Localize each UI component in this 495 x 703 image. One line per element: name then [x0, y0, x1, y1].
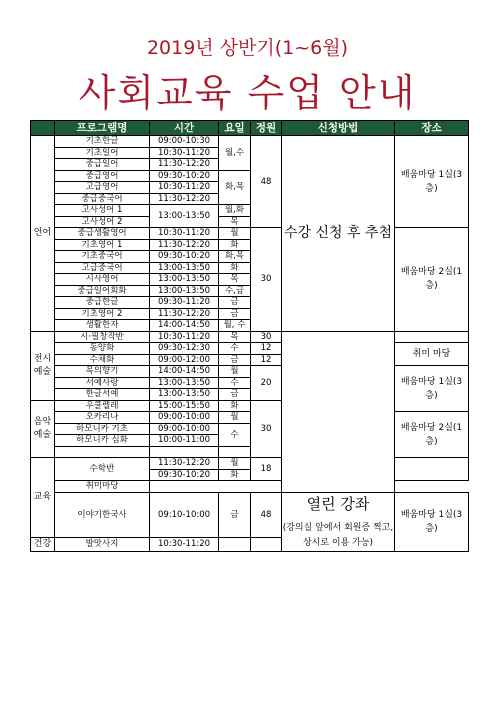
program-time: 11:30-12:20 — [150, 159, 219, 171]
program-day: 금 — [219, 297, 251, 309]
open-course — [282, 492, 395, 551]
table-row — [31, 458, 469, 470]
program-day: 월 — [219, 458, 251, 470]
program-day: 월 — [219, 366, 251, 378]
program-time: 10:00-11:00 — [150, 435, 219, 447]
program-name: 하모니카 심화 — [55, 435, 150, 447]
category-education: 교육 — [31, 458, 55, 538]
program-time: 09:00-10:00 — [150, 412, 219, 424]
program-name: 목의향기 — [55, 366, 150, 378]
program-name: 중급영어 — [55, 170, 150, 182]
header-location: 장소 — [395, 121, 469, 136]
header-time: 시간 — [150, 121, 219, 136]
location-blank — [395, 458, 469, 481]
program-name: 중급일어 — [55, 159, 150, 171]
program-time: 09:30-11:20 — [150, 297, 219, 309]
category-exhibition: 전시 예술 — [31, 331, 55, 400]
program-name: 중급중국어 — [55, 193, 150, 205]
program-name: 기초영어 1 — [55, 239, 150, 251]
program-capacity: 18 — [251, 458, 282, 481]
header-day: 요일 — [219, 121, 251, 136]
table-header-row — [31, 121, 469, 136]
category-health: 건강 — [31, 537, 55, 551]
program-time: 11:30-12:20 — [150, 308, 219, 320]
program-name: 고급중국어 — [55, 262, 150, 274]
program-name: 수학반 — [55, 458, 150, 481]
program-name: 발맛사지 — [55, 537, 150, 551]
program-time: 09:30-10:20 — [150, 251, 219, 263]
program-day: 화,목 — [219, 251, 251, 263]
program-day: 월,수 — [219, 136, 251, 171]
location-blank — [395, 331, 469, 343]
program-name: 하모니카 기초 — [55, 423, 150, 435]
location: 배움마당 2실(1층) — [395, 228, 469, 332]
program-time-blank — [150, 446, 219, 458]
program-time: 13:00-13:50 — [150, 262, 219, 274]
program-day: 금 — [219, 354, 251, 366]
program-name: 시·필창작반 — [55, 331, 150, 343]
program-time: 09:30-10:20 — [150, 170, 219, 182]
location: 취미마당 — [55, 481, 150, 493]
program-day: 수 — [219, 343, 251, 355]
program-name: 동양화 — [55, 343, 150, 355]
table-row — [31, 228, 469, 240]
category-language: 언어 — [31, 136, 55, 332]
program-name: 기초중국어 — [55, 251, 150, 263]
program-day: 금 — [219, 308, 251, 320]
table-row — [31, 136, 469, 148]
program-time: 13:00-13:50 — [150, 389, 219, 401]
apply-method: 수강 신청 후 추첨 — [282, 136, 395, 332]
program-day-blank — [219, 446, 251, 458]
program-name: 기초일어 — [55, 147, 150, 159]
program-time: 09:00-10:00 — [150, 423, 219, 435]
program-name: 중급일어회화 — [55, 285, 150, 297]
program-day: 수 — [219, 423, 251, 446]
program-day: 월,화 — [219, 205, 251, 217]
program-time: 15:00-15:50 — [150, 400, 219, 412]
location: 배움마당 1실(3층) — [395, 136, 469, 228]
program-day: 목 — [219, 331, 251, 343]
location: 배움마당 2실(1층) — [395, 412, 469, 458]
program-capacity: 48 — [251, 492, 282, 537]
header-capacity: 정원 — [251, 121, 282, 136]
program-name: 우쿨렐레 — [55, 400, 150, 412]
program-capacity: 30 — [251, 331, 282, 343]
program-name: 이야기한국사 — [55, 492, 150, 537]
subtitle: 2019년 상반기(1~6월) — [146, 37, 349, 59]
program-time: 14:00-14:50 — [150, 320, 219, 332]
location: 배움마당 1실(3층) — [395, 492, 469, 551]
program-name: 중급한글 — [55, 297, 150, 309]
table-row — [31, 366, 469, 378]
program-name: 수채화 — [55, 354, 150, 366]
program-day: 화,목 — [219, 170, 251, 205]
program-capacity-blank — [251, 537, 282, 551]
program-time: 10:30-11:20 — [150, 228, 219, 240]
program-capacity: 20 — [251, 366, 282, 401]
table-row — [31, 412, 469, 424]
program-name: 고사성어 1 — [55, 205, 150, 217]
program-time: 09:30-10:20 — [150, 469, 219, 481]
program-time: 09:00-12:00 — [150, 354, 219, 366]
program-day: 금 — [219, 492, 251, 537]
location: 배움마당 1실(3층) — [395, 366, 469, 412]
program-day: 월, 수 — [219, 320, 251, 332]
program-name: 고급영어 — [55, 182, 150, 194]
program-day: 화 — [219, 469, 251, 481]
program-time: 11:30-12:20 — [150, 193, 219, 205]
program-day: 화 — [219, 239, 251, 251]
program-time: 09:00-10:30 — [150, 136, 219, 148]
program-capacity: 30 — [251, 228, 282, 332]
table-row — [31, 481, 469, 493]
program-time: 10:30-11:20 — [150, 182, 219, 194]
header-apply: 신청방법 — [282, 121, 395, 136]
apply-method-blank — [282, 331, 395, 492]
program-time: 10:30-11:20 — [150, 147, 219, 159]
program-time: 13:00-13:50 — [150, 285, 219, 297]
program-time: 13:00-13:50 — [150, 205, 219, 228]
program-day: 금 — [219, 389, 251, 401]
program-time: 09:30-12:30 — [150, 343, 219, 355]
program-day: 화 — [219, 262, 251, 274]
program-time: 09:10-10:00 — [150, 492, 219, 537]
table-row — [31, 343, 469, 355]
program-time: 13:00-13:50 — [150, 377, 219, 389]
program-name: 서예사랑 — [55, 377, 150, 389]
page-title: 사회교육 수업 안내 — [78, 71, 417, 115]
program-day: 수,금 — [219, 285, 251, 297]
program-time: 11:30-12:20 — [150, 458, 219, 470]
program-capacity: 48 — [251, 136, 282, 228]
program-name: 기초한글 — [55, 136, 150, 148]
program-time: 10:30-11:20 — [150, 537, 219, 551]
program-day: 수 — [219, 377, 251, 389]
schedule-table — [30, 120, 469, 552]
open-course-title: 열린 강좌 — [306, 494, 370, 513]
category-music: 음악 예술 — [31, 400, 55, 458]
program-name: 고사성어 2 — [55, 216, 150, 228]
program-day: 월 — [219, 228, 251, 240]
program-time: 11:30-12:20 — [150, 239, 219, 251]
program-capacity: 30 — [251, 400, 282, 458]
program-time: 13:00-13:50 — [150, 274, 219, 286]
program-name: 시사영어 — [55, 274, 150, 286]
program-time: 10:30-11:20 — [150, 331, 219, 343]
table-row — [31, 331, 469, 343]
program-day: 월 — [219, 412, 251, 424]
program-name: 생활한자 — [55, 320, 150, 332]
program-name-blank — [55, 446, 150, 458]
header-category — [31, 121, 55, 136]
program-capacity: 12 — [251, 354, 282, 366]
program-day: 목 — [219, 216, 251, 228]
program-name: 한글서예 — [55, 389, 150, 401]
program-time: 14:00-14:50 — [150, 366, 219, 378]
program-capacity: 12 — [251, 343, 282, 355]
header-program: 프로그램명 — [55, 121, 150, 136]
program-name: 오카리나 — [55, 412, 150, 424]
program-day: 화 — [219, 400, 251, 412]
location: 취미 마당 — [395, 343, 469, 366]
program-day-blank — [219, 537, 251, 551]
open-course-note: (강의실 앞에서 회원증 찍고, 상시로 이용 가능) — [282, 522, 394, 548]
program-name: 기초영어 2 — [55, 308, 150, 320]
program-name: 중급생활영어 — [55, 228, 150, 240]
program-day: 목 — [219, 274, 251, 286]
